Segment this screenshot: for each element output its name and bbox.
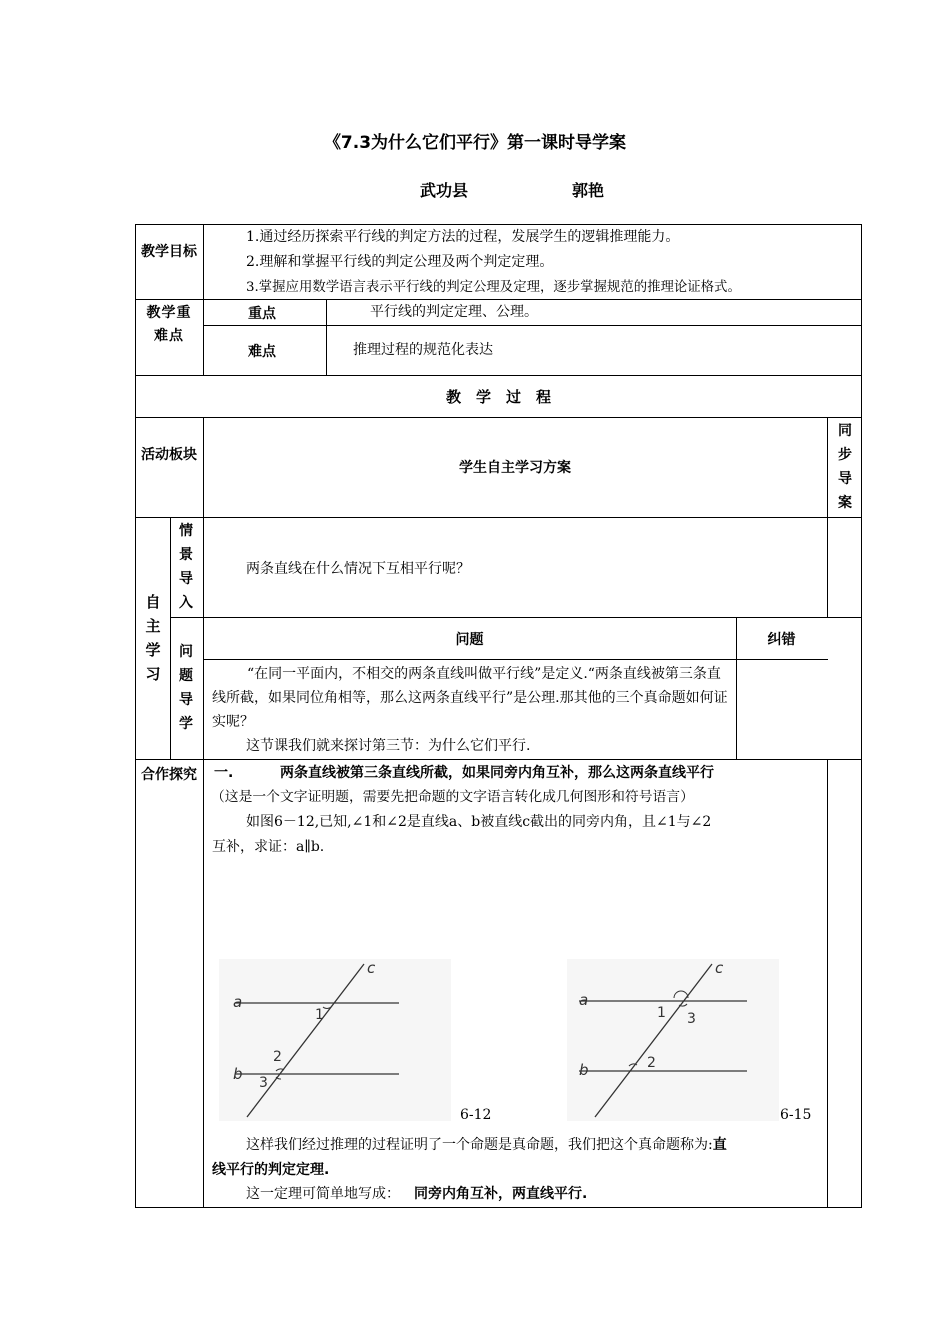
section-heading: 两条直线被第三条直线所截，如果同旁内角互补，那么这两条直线平行 [280,765,714,781]
correction-header: 纠错 [767,632,796,648]
figure-6-15 [567,959,779,1121]
figure-6-15-caption: 6-15 [780,1107,812,1123]
fig2-label-3: 3 [687,1011,696,1027]
fig1-label-3: 3 [259,1075,268,1091]
fig2-label-1: 1 [657,1005,666,1021]
question-text-2: 这节课我们就来探讨第三节：为什么它们平行. [246,738,531,754]
fig1-label-1: 1 [315,1007,324,1023]
section-note: （这是一个文字证明题，需要先把命题的文字语言转化成几何图形和符号语言） [211,789,694,805]
author-name: 郭艳 [572,181,605,200]
key-text: 平行线的判定定理、公理。 [370,304,538,320]
conclusion-prefix: 这样我们经过推理的过程证明了一个命题是真命题，我们把这个真命题称为: [246,1137,713,1153]
keypoints-label: 教学重难点 [146,305,192,344]
difficult-text: 推理过程的规范化表达 [353,342,493,358]
process-header: 教 学 过 程 [445,388,551,406]
problem-line-1: 如图6－12,已知,∠1和∠2是直线a、b被直线c截出的同旁内角，且∠1与∠2 [246,814,712,830]
problem-line-2: 互补，求证：a∥b. [212,839,325,855]
fig1-label-2: 2 [273,1049,282,1065]
fig2-label-c: c [715,959,724,977]
question-text-1: “在同一平面内，不相交的两条直线叫做平行线”是定义.“两条直线被第三条直线所截，如果同位角相等，那么这两条直线平行”是公理.那其他的三个真命题如何证实呢？ [212,666,728,730]
difficult-label: 难点 [248,344,276,360]
figure-6-12-caption: 6-12 [460,1107,492,1123]
conclusion-bold-1: 直 [712,1137,727,1153]
objective-item-3: 3.掌握应用数学语言表示平行线的判定公理及定理，逐步掌握规范的推理论证格式。 [246,280,741,295]
intro-text: 两条直线在什么情况下互相平行呢？ [246,561,470,577]
figure-6-12 [219,959,451,1121]
key-label: 重点 [248,306,276,322]
question-header: 问题 [455,632,484,648]
conclusion-bold-2: 线平行的判定定理. [212,1162,330,1178]
self-study-label: 自主学习 [145,593,161,683]
activity-column-header: 活动板块 [141,447,197,463]
summary-bold: 同旁内角互补，两直线平行. [414,1186,588,1202]
section-heading-number: 一. [214,765,234,781]
fig2-label-b: b [579,1061,589,1079]
plan-column-header: 学生自主学习方案 [459,460,571,476]
conclusion-line [246,1133,727,1158]
summary-prefix: 这一定理可简单地写成： [246,1186,400,1202]
objective-item-2: 2.理解和掌握平行线的判定公理及两个判定定理。 [246,254,554,270]
objectives-label: 教学目标 [141,244,197,260]
guide-label: 问题导学 [179,644,193,732]
fig1-label-c: c [367,959,376,977]
sync-column-header: 同步导案 [838,423,852,511]
intro-label: 情景导入 [179,523,193,611]
objective-item-1: 1.通过经历探索平行线的判定方法的过程，发展学生的逻辑推理能力。 [246,229,680,245]
cooperation-label: 合作探究 [141,767,197,783]
fig1-label-a: a [233,993,243,1011]
page-title: 《7.3为什么它们平行》第一课时导学案 [323,133,627,153]
summary-line [246,1182,587,1207]
fig2-label-a: a [579,991,589,1009]
fig2-label-2: 2 [647,1055,656,1071]
author-county: 武功县 [420,181,469,200]
fig1-label-b: b [233,1065,243,1083]
